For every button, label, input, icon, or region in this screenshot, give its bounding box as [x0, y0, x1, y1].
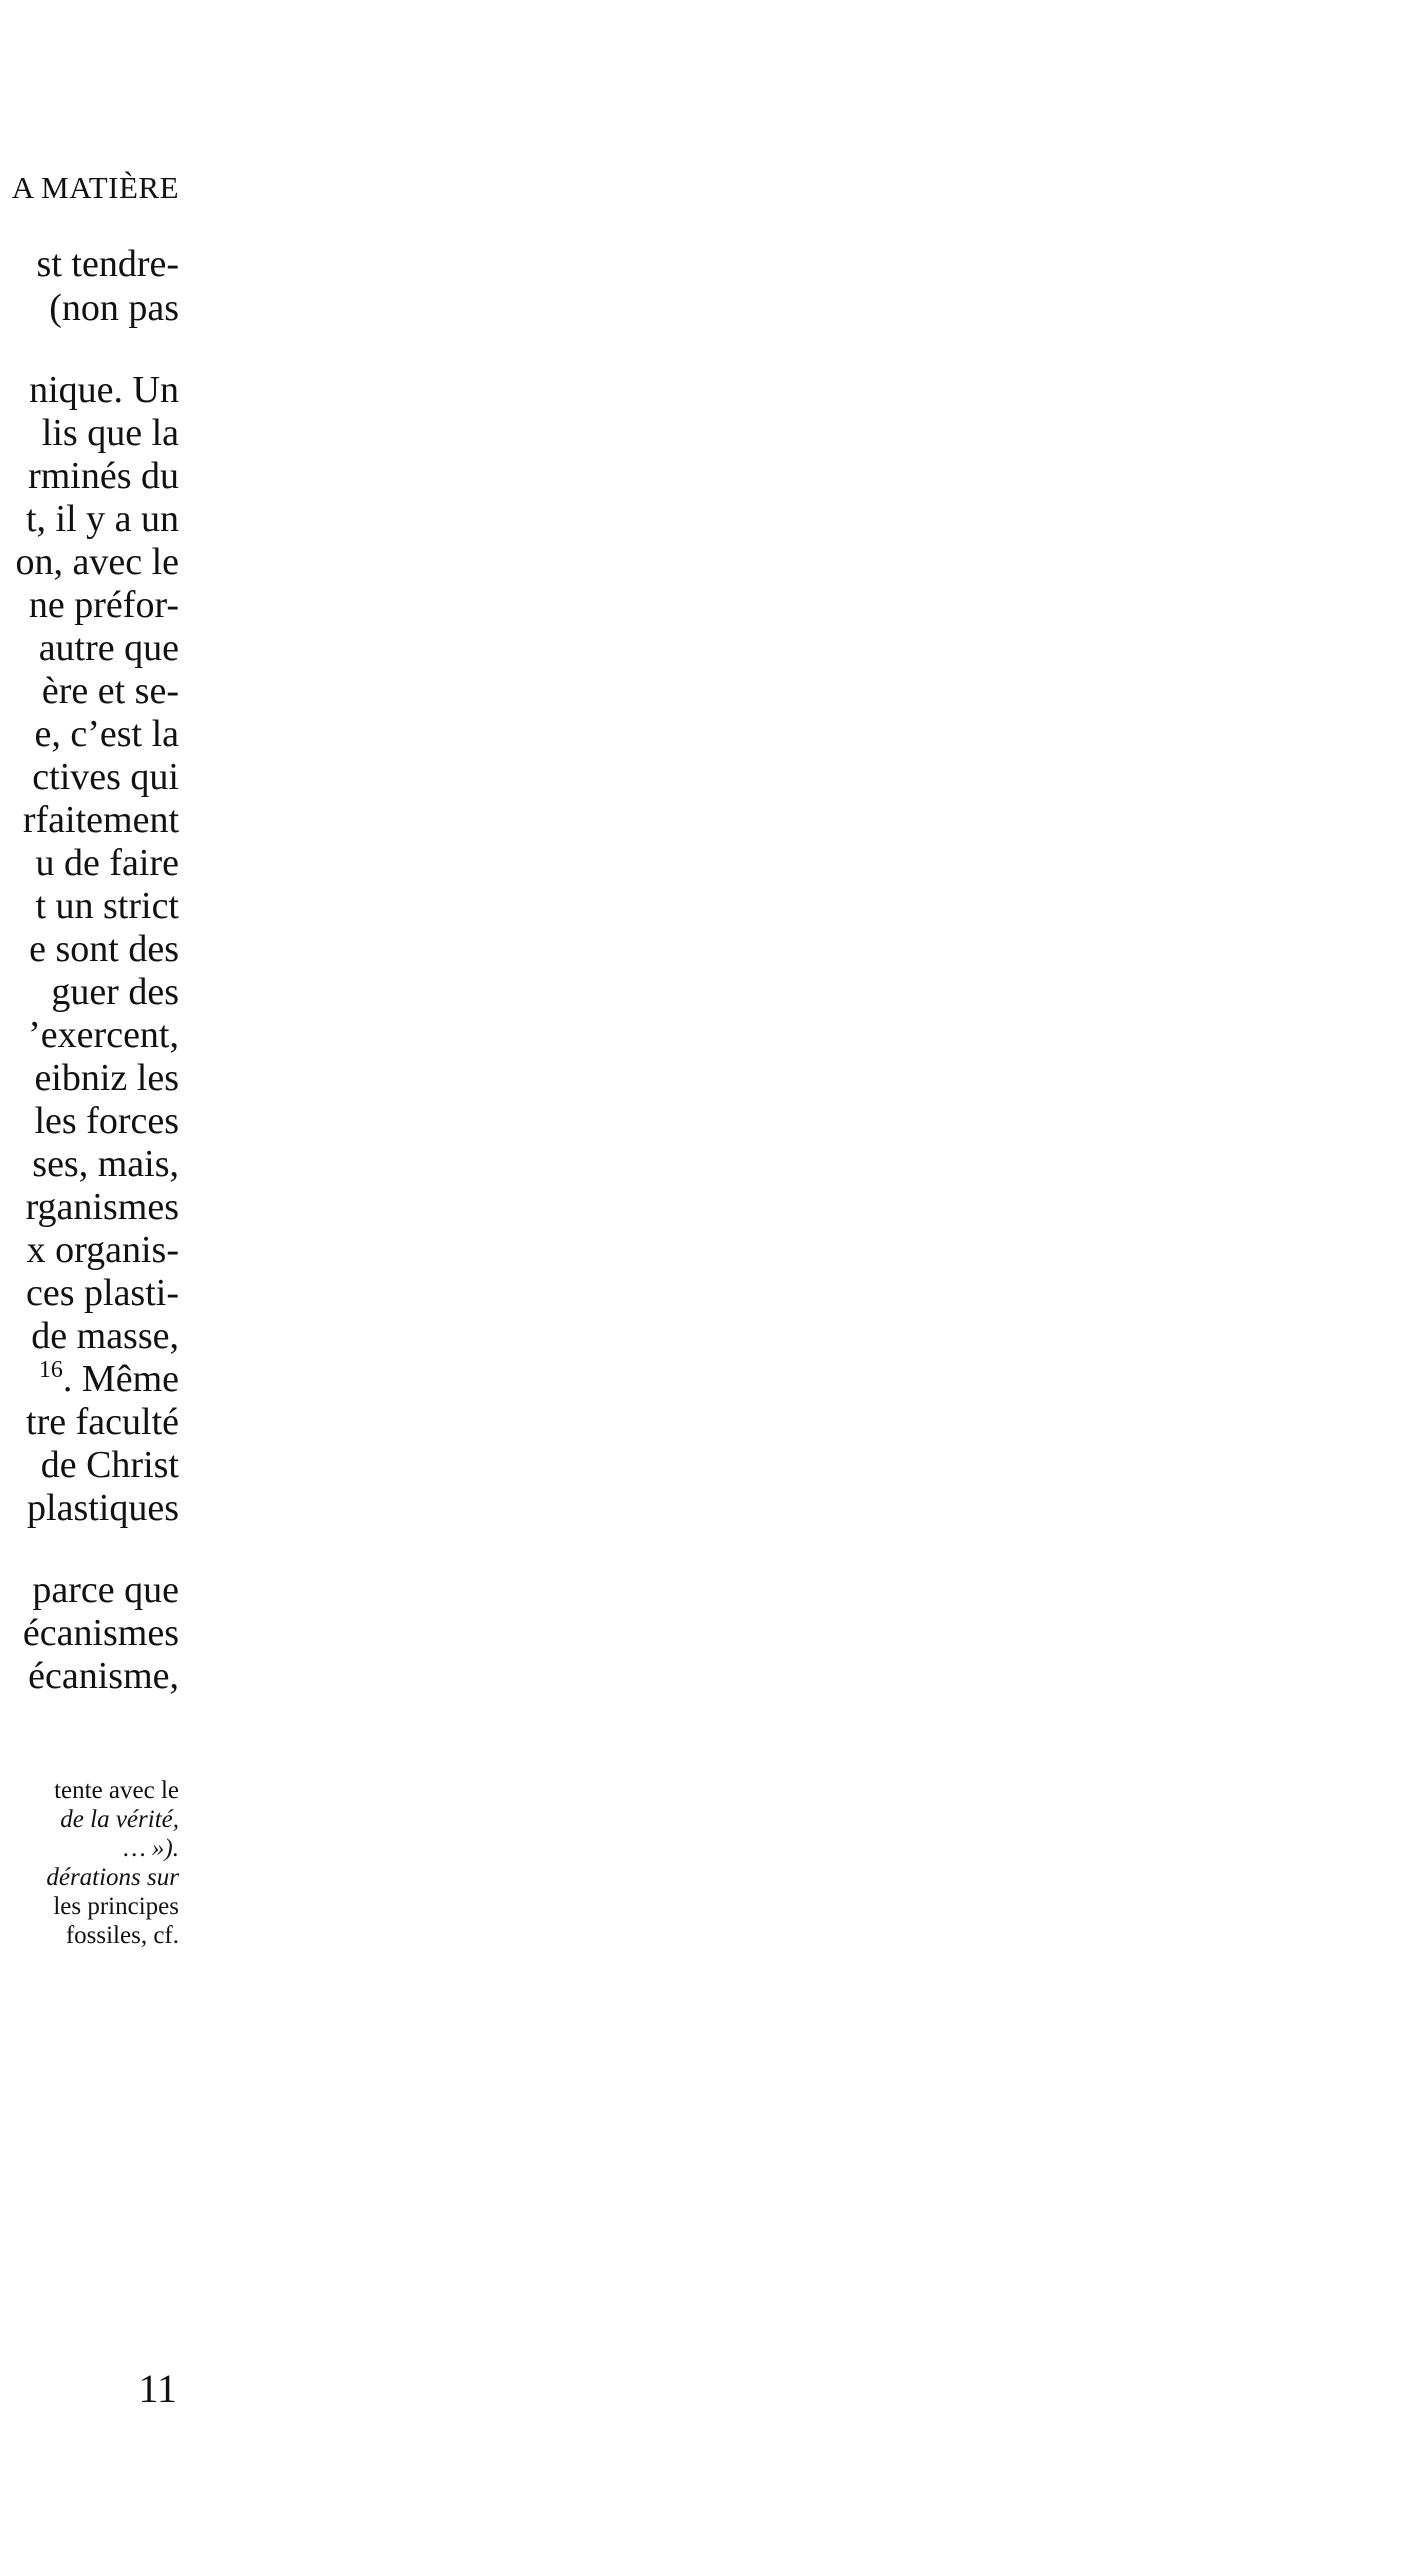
text-line: parce que	[32, 1569, 179, 1611]
text-line: rminés du	[28, 455, 179, 497]
text-line: t un strict	[35, 885, 179, 927]
text-line: ses, mais,	[32, 1143, 179, 1185]
text-line: e sont des	[29, 928, 179, 970]
text-line: ces plasti-	[25, 1272, 179, 1314]
text-line: guer des	[51, 971, 179, 1013]
text-line: de Christ	[40, 1444, 179, 1486]
footnote-reference: 16	[38, 1357, 63, 1383]
text-line: autre que	[38, 627, 179, 669]
text-line: u de faire	[35, 842, 179, 884]
footnote-line: les principes	[53, 1893, 179, 1920]
page-number: 11	[138, 2366, 177, 2411]
text-line: (non pas	[49, 287, 179, 329]
text-line-with-note-ref	[38, 1357, 179, 1400]
text-line: écanisme,	[28, 1655, 179, 1697]
text-line: de masse,	[31, 1315, 179, 1357]
text-line: t, il y a un	[25, 498, 179, 540]
text-line: ne préfor-	[28, 584, 179, 626]
text-fragment: . Même	[62, 1358, 179, 1400]
text-line: x organis-	[26, 1229, 179, 1271]
footnote-line: tente avec le	[54, 1777, 179, 1804]
text-line: lis que la	[41, 412, 179, 454]
footnote-line: de la vérité,	[60, 1806, 179, 1833]
text-line: e, c’est la	[34, 713, 179, 755]
text-line: écanismes	[22, 1612, 179, 1654]
footnote-line: … »).	[123, 1835, 179, 1862]
text-line: les forces	[34, 1100, 179, 1142]
text-line: rfaitement	[22, 799, 179, 841]
text-line: eibniz les	[34, 1057, 179, 1099]
text-line: nique. Un	[29, 369, 179, 411]
footnote-line: fossiles, cf.	[65, 1922, 179, 1949]
footnote-line: dérations sur	[46, 1864, 179, 1891]
text-line: ère et se-	[41, 670, 179, 712]
running-head: A MATIÈRE	[11, 170, 179, 205]
text-line: tre faculté	[26, 1401, 179, 1443]
text-line: ’exercent,	[28, 1014, 179, 1056]
text-line: rganismes	[25, 1186, 179, 1228]
text-line: st tendre-	[36, 243, 179, 285]
text-line: plastiques	[27, 1487, 179, 1529]
text-line: ctives qui	[32, 756, 179, 798]
text-line: on, avec le	[15, 541, 179, 583]
